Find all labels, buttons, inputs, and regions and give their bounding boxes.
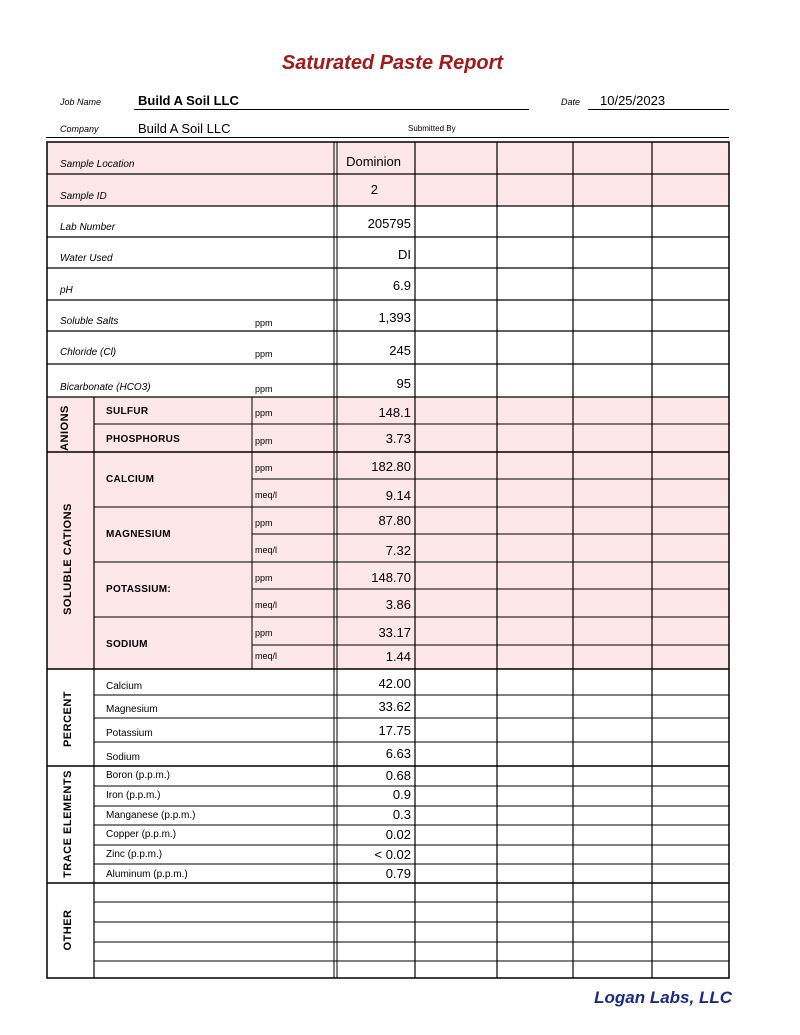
magnesium-ppm-unit: ppm — [255, 518, 273, 528]
percent-potassium-value: 17.75 — [378, 723, 411, 738]
water-used-value: DI — [398, 247, 411, 262]
magnesium-meq-unit: meq/l — [255, 545, 278, 555]
sodium-ppm-value: 33.17 — [378, 625, 411, 640]
soluble-salts-value: 1,393 — [378, 310, 411, 325]
calcium-label: CALCIUM — [106, 474, 155, 485]
anions-section-label: ANIONS — [59, 405, 71, 451]
zinc-value: < 0.02 — [374, 847, 411, 862]
iron-label: Iron (p.p.m.) — [106, 790, 161, 801]
bicarbonate-value: 95 — [396, 376, 411, 391]
water-used-label: Water Used — [60, 253, 113, 264]
soluble-salts-label: Soluble Salts — [60, 316, 119, 327]
potassium-label: POTASSIUM: — [106, 584, 172, 595]
aluminum-value: 0.79 — [385, 866, 411, 881]
magnesium-ppm-value: 87.80 — [378, 513, 411, 528]
sample-id-value: 2 — [370, 182, 378, 197]
sample-location-label: Sample Location — [60, 159, 135, 170]
trace-elements-section-label: TRACE ELEMENTS — [62, 770, 74, 878]
sodium-meq-value: 1.44 — [385, 649, 411, 664]
potassium-ppm-unit: ppm — [255, 573, 273, 583]
magnesium-meq-value: 7.32 — [385, 543, 411, 558]
company-value: Build A Soil LLC — [138, 121, 231, 136]
percent-magnesium-label: Magnesium — [106, 704, 158, 715]
percent-sodium-label: Sodium — [106, 752, 140, 763]
chloride-unit: ppm — [255, 349, 273, 359]
percent-potassium-label: Potassium — [106, 728, 153, 739]
sample-location-value: Dominion — [346, 154, 401, 169]
iron-value: 0.9 — [392, 787, 411, 802]
sodium-meq-unit: meq/l — [255, 651, 278, 661]
soluble-salts-unit: ppm — [255, 318, 273, 328]
phosphorus-label: PHOSPHORUS — [106, 434, 181, 445]
calcium-meq-value: 9.14 — [385, 488, 411, 503]
soluble-cations-section-label: SOLUBLE CATIONS — [62, 503, 74, 615]
copper-value: 0.02 — [385, 827, 411, 842]
aluminum-label: Aluminum (p.p.m.) — [106, 869, 188, 880]
sulfur-unit: ppm — [255, 408, 273, 418]
sulfur-label: SULFUR — [106, 406, 149, 417]
ph-label: pH — [60, 285, 73, 296]
phosphorus-value: 3.73 — [385, 431, 411, 446]
calcium-meq-unit: meq/l — [255, 490, 278, 500]
other-section-label: OTHER — [62, 909, 74, 951]
percent-magnesium-value: 33.62 — [378, 699, 411, 714]
lab-number-value: 205795 — [367, 216, 411, 231]
date-label: Date — [561, 97, 581, 107]
date-value: 10/25/2023 — [600, 93, 666, 108]
phosphorus-unit: ppm — [255, 436, 273, 446]
sulfur-value: 148.1 — [378, 405, 411, 420]
bicarbonate-label: Bicarbonate (HCO3) — [60, 382, 151, 393]
sodium-ppm-unit: ppm — [255, 628, 273, 638]
label-area-white — [47, 669, 336, 978]
boron-value: 0.68 — [385, 768, 411, 783]
potassium-meq-unit: meq/l — [255, 600, 278, 610]
magnesium-label: MAGNESIUM — [106, 529, 171, 540]
copper-label: Copper (p.p.m.) — [106, 829, 177, 840]
percent-section-label: PERCENT — [62, 690, 74, 748]
bicarbonate-unit: ppm — [255, 384, 273, 394]
ph-value: 6.9 — [392, 278, 411, 293]
sample-id-label: Sample ID — [60, 191, 107, 202]
boron-label: Boron (p.p.m.) — [106, 770, 170, 781]
percent-calcium-value: 42.00 — [378, 676, 411, 691]
sodium-label: SODIUM — [106, 639, 148, 650]
report-title: Saturated Paste Report — [281, 52, 504, 74]
job-name-label: Job Name — [60, 97, 102, 107]
manganese-value: 0.3 — [392, 807, 411, 822]
potassium-ppm-value: 148.70 — [371, 570, 411, 585]
job-name-value: Build A Soil LLC — [138, 93, 239, 108]
chloride-value: 245 — [389, 343, 411, 358]
percent-calcium-label: Calcium — [106, 681, 143, 692]
zinc-label: Zinc (p.p.m.) — [106, 849, 163, 860]
chloride-label: Chloride (Cl) — [60, 347, 117, 358]
calcium-ppm-value: 182.80 — [371, 459, 411, 474]
lab-number-label: Lab Number — [60, 222, 116, 233]
calcium-ppm-unit: ppm — [255, 463, 273, 473]
percent-sodium-value: 6.63 — [385, 746, 411, 761]
submitted-by-label: Submitted By — [408, 124, 456, 133]
company-label: Company — [60, 124, 99, 134]
footer-company: Logan Labs, LLC — [594, 988, 732, 1007]
manganese-label: Manganese (p.p.m.) — [106, 810, 196, 821]
potassium-meq-value: 3.86 — [385, 597, 411, 612]
